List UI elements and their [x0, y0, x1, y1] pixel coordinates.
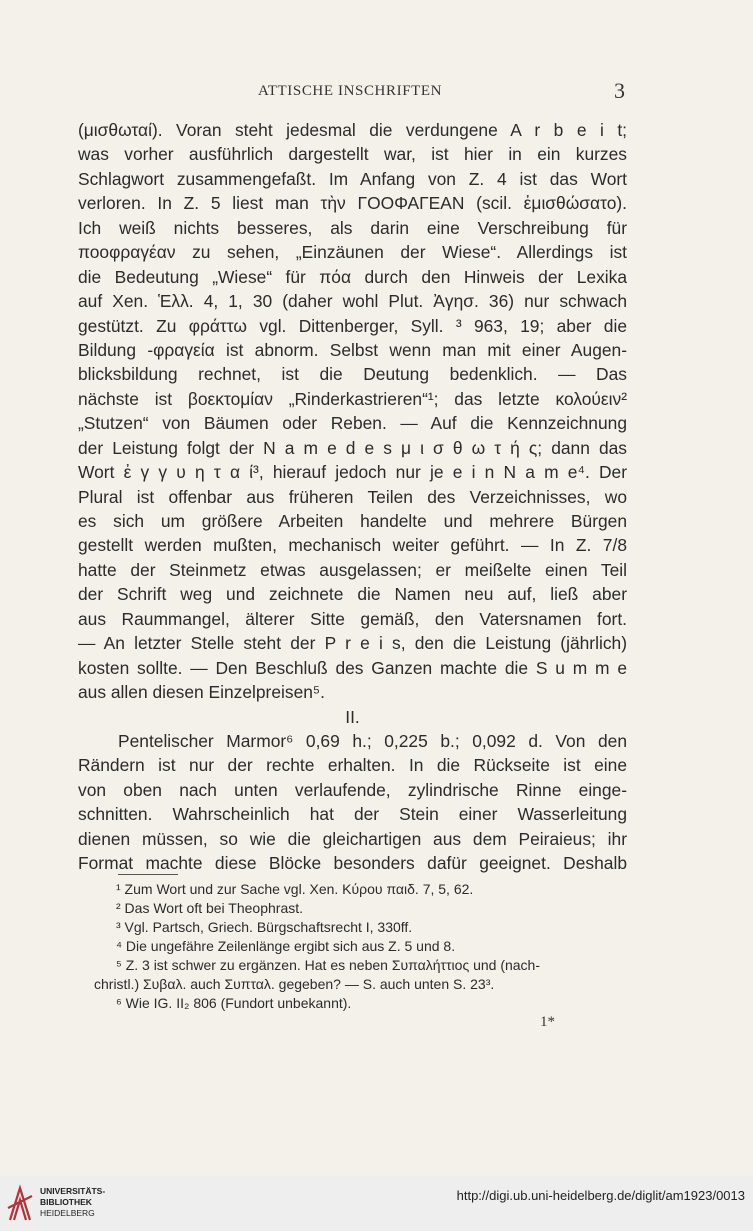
page-header — [0, 78, 753, 102]
text-line: der Leistung folgt der N a m e d e s μ ι σ θ ω τ ή ς; dann das — [78, 437, 627, 458]
text-line: verloren. In Z. 5 liest man τὴν ΓΟΟΦΑΓΕΑΝ (scil. ἐμισθώσατο). — [78, 193, 627, 214]
footnote: ¹ Zum Wort und zur Sache vgl. Xen. Κύρου παιδ. 7, 5, 62. — [116, 881, 474, 897]
text-line: hatte der Steinmetz etwas ausgelassen; er meißelte einen Teil — [78, 559, 627, 580]
text-line: Plural ist offenbar aus früheren Teilen des Verzeichnisses, wo — [78, 486, 627, 507]
text-line: nächste ist βοεκτομίαν „Rinderkastrieren“¹; das letzte κολούειν² — [78, 388, 627, 409]
footnote: ⁵ Z. 3 ist schwer zu ergänzen. Hat es neben Συπαλήττιος und (nach- — [116, 957, 541, 973]
footnote: ⁶ Wie IG. II₂ 806 (Fundort unbekannt). — [116, 995, 352, 1011]
text-line: die Bedeutung „Wiese“ für πόα durch den Hinweis der Lexika — [78, 266, 627, 287]
section-heading: II. — [345, 706, 360, 727]
text-line: „Stutzen“ von Bäumen oder Reben. — Auf die Kennzeichnung — [78, 413, 627, 434]
text-line: Bildung -φραγεία ist abnorm. Selbst wenn man mit einer Augen- — [78, 339, 627, 360]
text-line: was vorher ausführlich dargestellt war, ist hier in ein kurzes — [78, 144, 627, 165]
text-line: ποοφραγέαν zu sehen, „Einzäunen der Wiese“. Allerdings ist — [78, 242, 627, 263]
text-line: gestützt. Zu φράττω vgl. Dittenberger, Syll. ³ 963, 19; aber die — [78, 315, 627, 336]
text-line: dienen müssen, so wie die gleichartigen aus dem Peiraieus; ihr — [78, 828, 627, 849]
text-line: es sich um größere Arbeiten handelte und mehrere Bürgen — [78, 511, 627, 531]
text-line: von oben nach unten verlaufende, zylindrische Rinne einge- — [78, 779, 627, 800]
text-line: Ich weiß nichts besseres, als darin eine Verschreibung für — [78, 217, 627, 238]
body-text — [78, 118, 627, 876]
text-line: gestellt werden mußten, mechanisch weiter geführt. — In Z. 7/8 — [78, 535, 627, 556]
library-name: UNIVERSITÄTS- BIBLIOTHEK HEIDELBERG — [40, 1186, 106, 1218]
text-line: Wort ἐ γ γ υ η τ α ί³, hierauf jedoch nur je e i n N a m e⁴. Der — [78, 462, 627, 483]
footnote: ³ Vgl. Partsch, Griech. Bürgschaftsrecht I, 330ff. — [116, 919, 413, 935]
text-line: Rändern ist nur der rechte erhalten. In die Rückseite ist eine — [78, 755, 627, 776]
text-line: Pentelischer Marmor⁶ 0,69 h.; 0,225 b.; 0,092 d. Von den — [118, 730, 627, 751]
footnote: ² Das Wort oft bei Theophrast. — [116, 900, 304, 916]
text-line: — An letzter Stelle steht der P r e i s, den die Leistung (jährlich) — [78, 633, 627, 654]
text-line: blicksbildung rechnet, ist die Deutung bedenklich. — Das — [78, 364, 627, 385]
text-line: Schlagwort zusammengefaßt. Im Anfang von Z. 4 ist das Wort — [78, 168, 627, 189]
text-line: kosten sollte. — Den Beschluß des Ganzen machte die S u m m e — [78, 657, 627, 678]
text-line: Format machte diese Blöcke besonders dafür geeignet. Deshalb — [78, 853, 627, 874]
text-line: der Schrift weg und zeichnete die Namen neu auf, ließ aber — [78, 584, 627, 605]
signature-mark: 1* — [540, 1014, 555, 1030]
text-line: aus Raummangel, älterer Sitte gemäß, den Vatersnamen fort. — [78, 608, 627, 629]
text-line: auf Xen. Ἑλλ. 4, 1, 30 (daher wohl Plut. Ἀγησ. 36) nur schwach — [78, 291, 627, 312]
footnote: ⁴ Die ungefähre Zeilenlänge ergibt sich aus Z. 5 und 8. — [116, 938, 456, 954]
footnotes — [94, 874, 626, 1013]
library-logo-icon — [6, 1184, 34, 1224]
text-line: (μισθωταί). Voran steht jedesmal die verdungene A r b e i t; — [78, 120, 627, 140]
viewer-footer — [0, 1176, 753, 1231]
text-line: aus allen diesen Einzelpreisen⁵. — [78, 682, 325, 703]
running-title: ATTISCHE INSCHRIFTEN — [258, 83, 443, 99]
text-line: schnitten. Wahrscheinlich hat der Stein einer Wasserleitung — [78, 804, 627, 825]
source-url-link[interactable]: http://digi.ub.uni-heidelberg.de/diglit/am1923/0013 — [456, 1188, 745, 1203]
footnote: christl.) Συβαλ. auch Συπταλ. gegeben? — S. auch unten S. 23³. — [94, 976, 495, 992]
page-number: 3 — [614, 78, 625, 103]
